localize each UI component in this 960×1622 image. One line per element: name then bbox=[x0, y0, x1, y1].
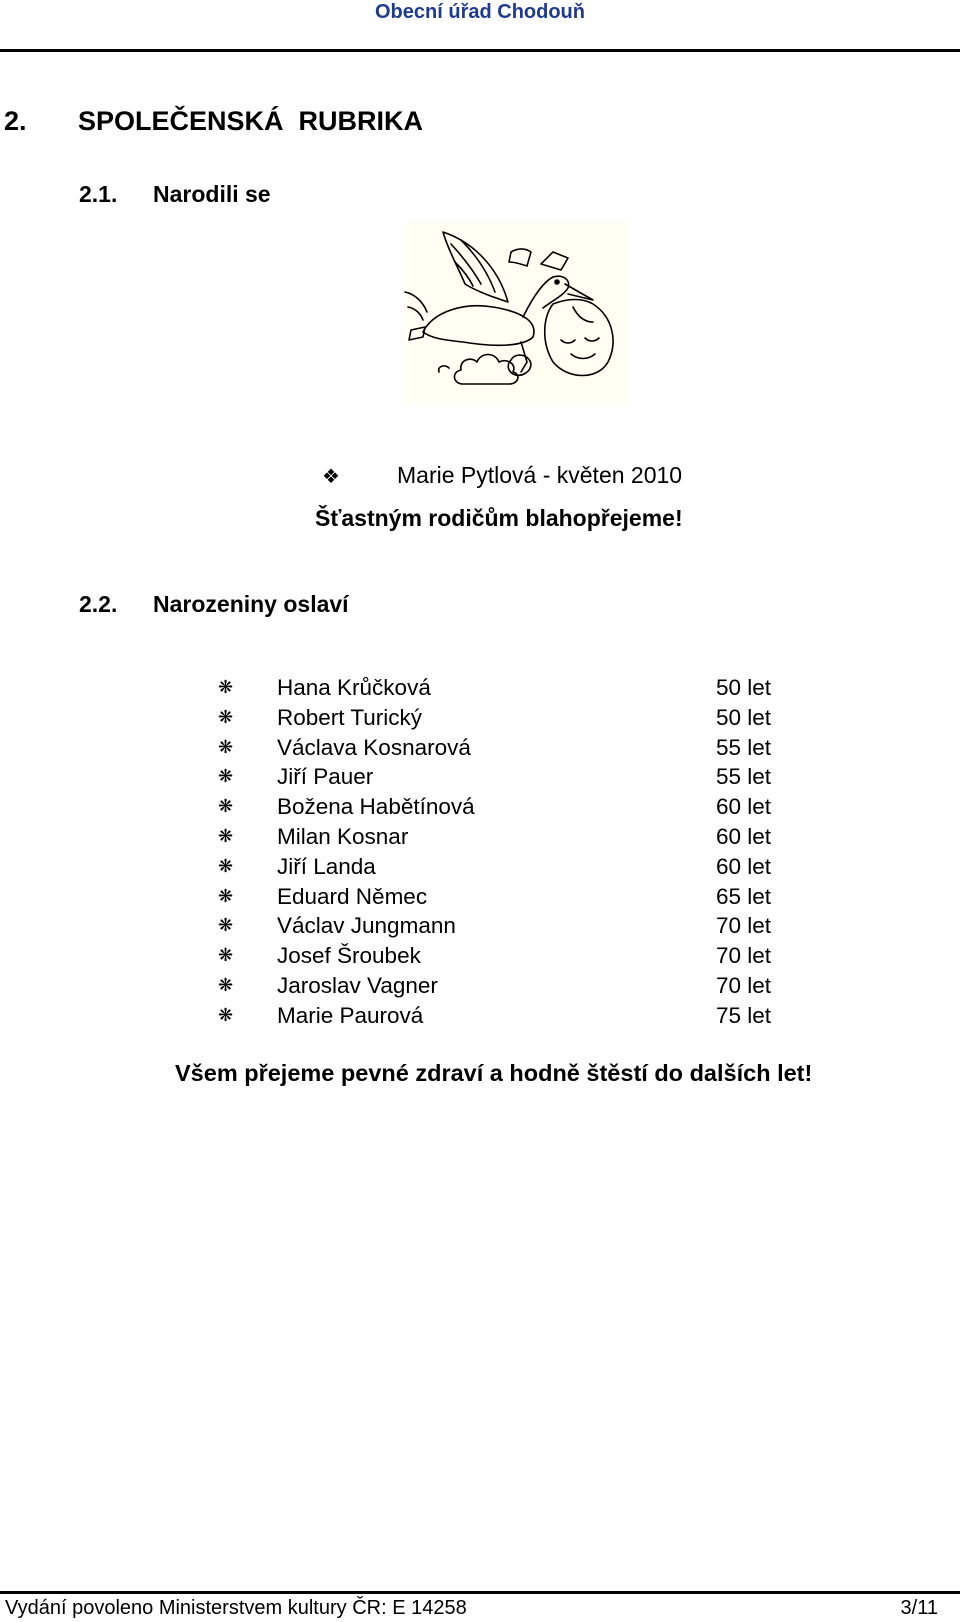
person-age: 60 let bbox=[715, 823, 771, 849]
list-item bbox=[218, 673, 778, 703]
person-age: 70 let bbox=[715, 943, 771, 969]
person-age: 50 let bbox=[715, 675, 771, 700]
footer-license: Vydání povoleno Ministerstvem kultury ČR: E 14258 bbox=[5, 1597, 467, 1619]
snowflake-bullet-icon: ❋ bbox=[218, 855, 234, 876]
person-name: Jaroslav Vagner bbox=[277, 972, 438, 998]
list-item bbox=[218, 762, 778, 792]
snowflake-bullet-icon: ❋ bbox=[218, 796, 234, 817]
birthday-wish: Všem přejeme pevné zdraví a hodně štěstí do dalších let! bbox=[175, 1060, 813, 1086]
list-item bbox=[218, 792, 778, 822]
list-item bbox=[218, 911, 778, 941]
person-name: Jiří Landa bbox=[277, 853, 376, 879]
snowflake-bullet-icon: ❋ bbox=[218, 1004, 234, 1025]
person-name: Eduard Němec bbox=[277, 883, 428, 909]
list-item bbox=[218, 733, 778, 763]
birthdays-title: Narozeniny oslaví bbox=[153, 591, 349, 617]
page-number: 3/11 bbox=[900, 1597, 938, 1619]
diamond-bullet-icon: ❖ bbox=[322, 466, 340, 488]
snowflake-bullet-icon: ❋ bbox=[218, 706, 234, 727]
snowflake-bullet-icon: ❋ bbox=[218, 915, 234, 936]
snowflake-bullet-icon: ❋ bbox=[218, 736, 234, 757]
person-name: Božena Habětínová bbox=[277, 794, 475, 820]
snowflake-bullet-icon: ❋ bbox=[218, 677, 234, 697]
birth-entry-text: Marie Pytlová - květen 2010 bbox=[397, 462, 683, 488]
stork-drawing bbox=[403, 222, 629, 404]
birthdays-heading bbox=[79, 591, 349, 618]
births-title: Narodili se bbox=[153, 181, 271, 207]
person-name: Hana Krůčková bbox=[277, 675, 431, 700]
person-age: 75 let bbox=[715, 1002, 771, 1028]
person-name: Robert Turický bbox=[277, 704, 423, 730]
list-item bbox=[218, 971, 778, 1001]
header-title: Obecní úřad Chodouň bbox=[375, 1, 585, 23]
birth-entry bbox=[322, 462, 682, 489]
person-age: 55 let bbox=[715, 734, 771, 760]
person-name: Jiří Pauer bbox=[277, 764, 374, 790]
births-congrats: Šťastným rodičům blahopřejeme! bbox=[315, 505, 683, 531]
list-item bbox=[218, 822, 778, 852]
page-footer bbox=[0, 1591, 960, 1622]
person-name: Václava Kosnarová bbox=[277, 734, 471, 760]
page-header bbox=[0, 0, 960, 52]
person-age: 70 let bbox=[715, 972, 771, 998]
births-heading bbox=[79, 181, 271, 208]
list-item bbox=[218, 703, 778, 733]
person-age: 50 let bbox=[715, 704, 771, 730]
section-heading bbox=[4, 106, 423, 137]
birthdays-number: 2.2. bbox=[79, 591, 118, 617]
section-title: SPOLEČENSKÁ RUBRIKA bbox=[78, 106, 424, 136]
person-age: 65 let bbox=[715, 883, 771, 909]
births-number: 2.1. bbox=[79, 181, 118, 207]
snowflake-bullet-icon: ❋ bbox=[218, 766, 234, 787]
snowflake-bullet-icon: ❋ bbox=[218, 945, 234, 966]
person-age: 60 let bbox=[715, 794, 771, 820]
person-age: 55 let bbox=[715, 764, 771, 790]
birthday-list bbox=[218, 673, 778, 1031]
section-number: 2. bbox=[4, 106, 27, 136]
person-name: Marie Paurová bbox=[277, 1002, 424, 1028]
person-age: 60 let bbox=[715, 853, 771, 879]
snowflake-bullet-icon: ❋ bbox=[218, 974, 234, 995]
list-item bbox=[218, 941, 778, 971]
person-age: 70 let bbox=[715, 913, 771, 939]
list-item bbox=[218, 882, 778, 912]
list-item bbox=[218, 852, 778, 882]
person-name: Václav Jungmann bbox=[277, 913, 456, 939]
snowflake-bullet-icon: ❋ bbox=[218, 825, 234, 846]
snowflake-bullet-icon: ❋ bbox=[218, 885, 234, 906]
stork-illustration bbox=[403, 222, 629, 404]
list-item bbox=[218, 1001, 778, 1031]
person-name: Josef Šroubek bbox=[277, 943, 421, 969]
person-name: Milan Kosnar bbox=[277, 823, 409, 849]
